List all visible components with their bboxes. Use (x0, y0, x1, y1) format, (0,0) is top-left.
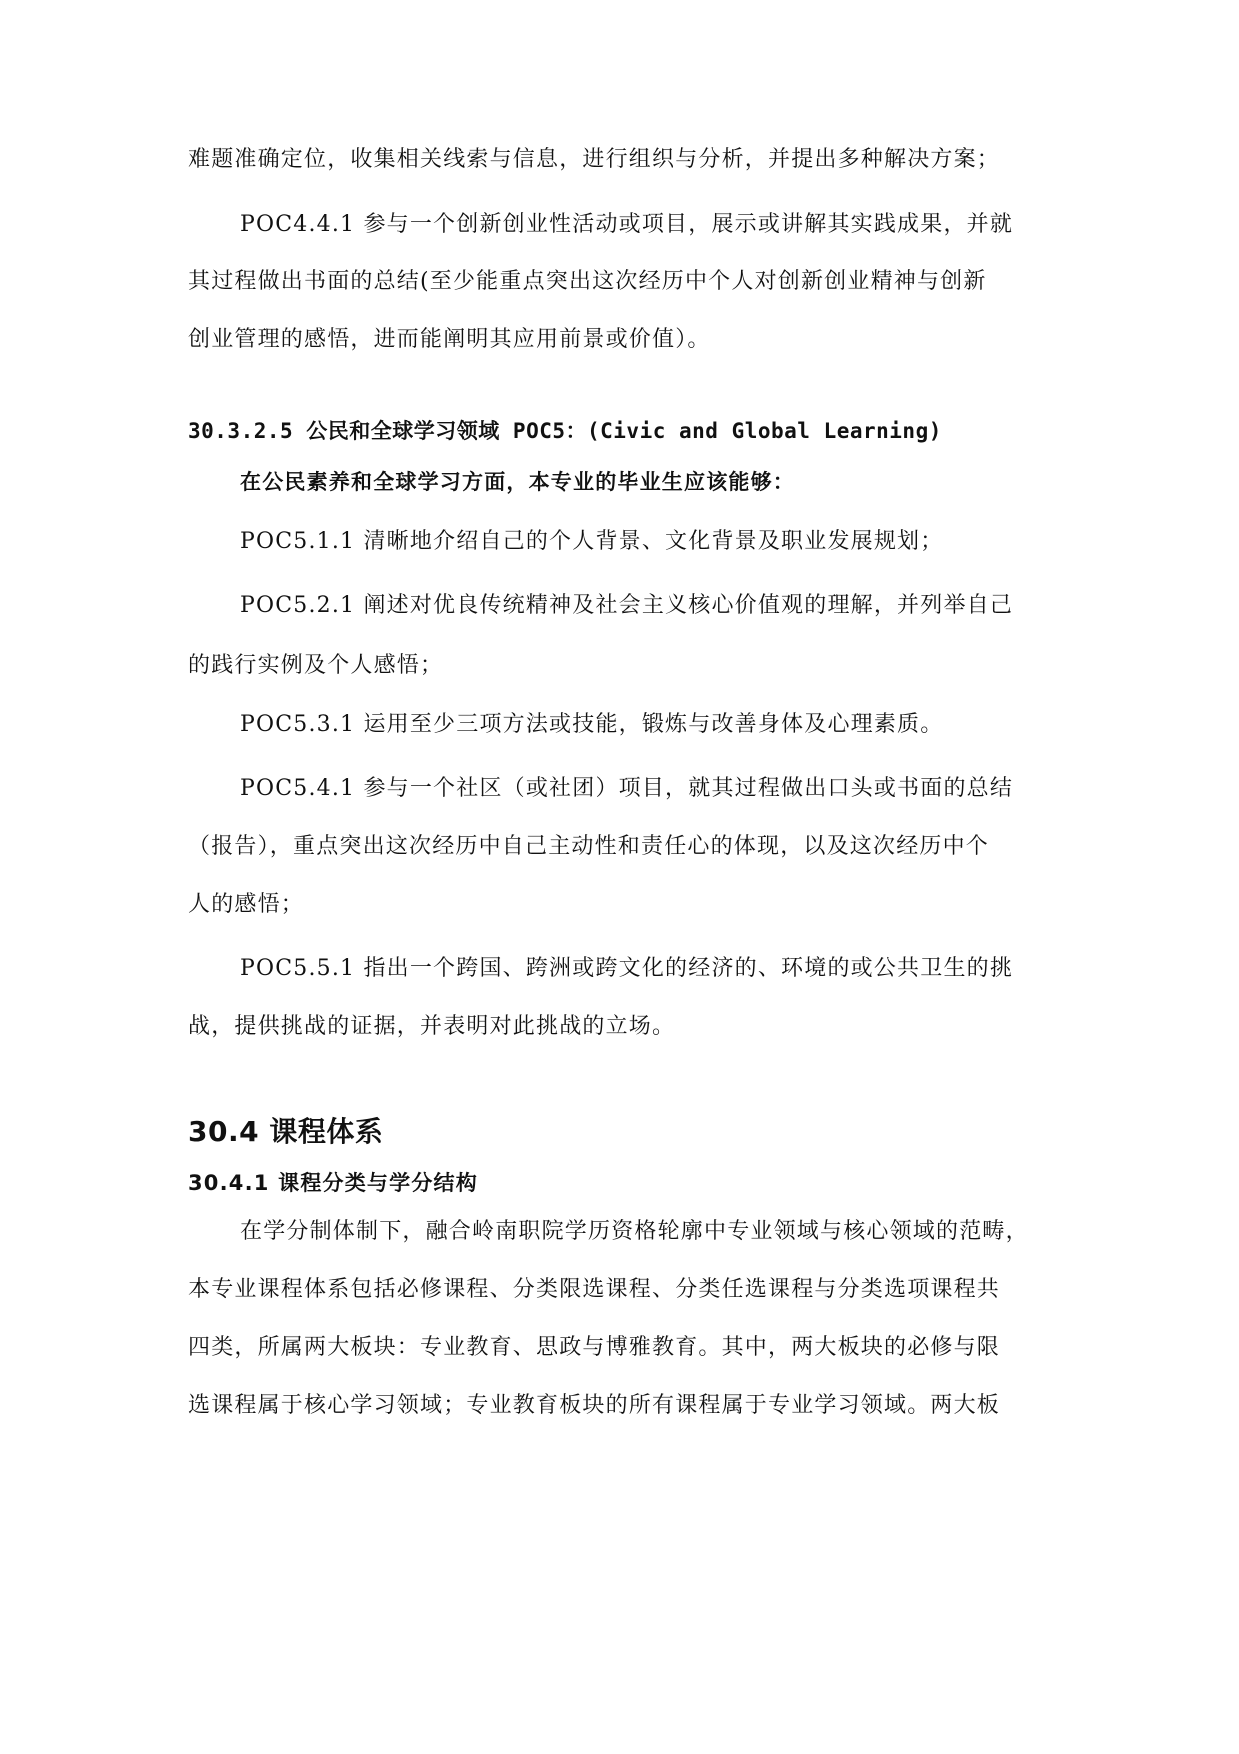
paragraph-line: POC5.5.1 指出一个跨国、跨洲或跨文化的经济的、环境的或公共卫生的挑 (240, 956, 1014, 981)
paragraph-line: POC5.3.1 运用至少三项方法或技能，锻炼与改善身体及心理素质。 (240, 712, 944, 737)
chapter-heading: 30.4 课程体系 (188, 1115, 384, 1148)
paragraph-line: 战，提供挑战的证据，并表明对此挑战的立场。 (188, 1014, 676, 1039)
paragraph-line: 其过程做出书面的总结(至少能重点突出这次经历中个人对创新创业精神与创新 (188, 269, 987, 294)
paragraph-line: 选课程属于核心学习领域；专业教育板块的所有课程属于专业学习领域。两大板 (188, 1393, 1001, 1418)
paragraph-line: 在学分制体制下，融合岭南职院学历资格轮廓中专业领域与核心领域的范畴， (240, 1219, 1029, 1244)
paragraph-line: 四类，所属两大板块：专业教育、思政与博雅教育。其中，两大板块的必修与限 (188, 1335, 1001, 1360)
paragraph-line: 创业管理的感悟，进而能阐明其应用前景或价值）。 (188, 327, 711, 352)
paragraph-line: POC5.1.1 清晰地介绍自己的个人背景、文化背景及职业发展规划； (240, 529, 944, 554)
paragraph-line: 难题准确定位，收集相关线索与信息，进行组织与分析，并提出多种解决方案； (188, 147, 1001, 172)
paragraph-line: POC5.2.1 阐述对优良传统精神及社会主义核心价值观的理解，并列举自己 (240, 593, 1014, 618)
paragraph-line: POC5.4.1 参与一个社区（或社团）项目，就其过程做出口头或书面的总结 (240, 776, 1014, 801)
paragraph-line: （报告），重点突出这次经历中自己主动性和责任心的体现，以及这次经历中个 (188, 834, 990, 859)
subsection-heading: 30.4.1 课程分类与学分结构 (188, 1171, 478, 1195)
paragraph-line: 人的感悟； (188, 892, 305, 917)
paragraph-line: 本专业课程体系包括必修课程、分类限选课程、分类任选课程与分类选项课程共 (188, 1277, 1001, 1302)
section-heading: 30.3.2.5 公民和全球学习领域 POC5：(Civic and Global Learning) (188, 419, 942, 443)
section-intro: 在公民素养和全球学习方面，本专业的毕业生应该能够： (240, 470, 795, 494)
paragraph-line: 的践行实例及个人感悟； (188, 653, 444, 678)
paragraph-line: POC4.4.1 参与一个创新创业性活动或项目，展示或讲解其实践成果，并就 (240, 212, 1014, 237)
